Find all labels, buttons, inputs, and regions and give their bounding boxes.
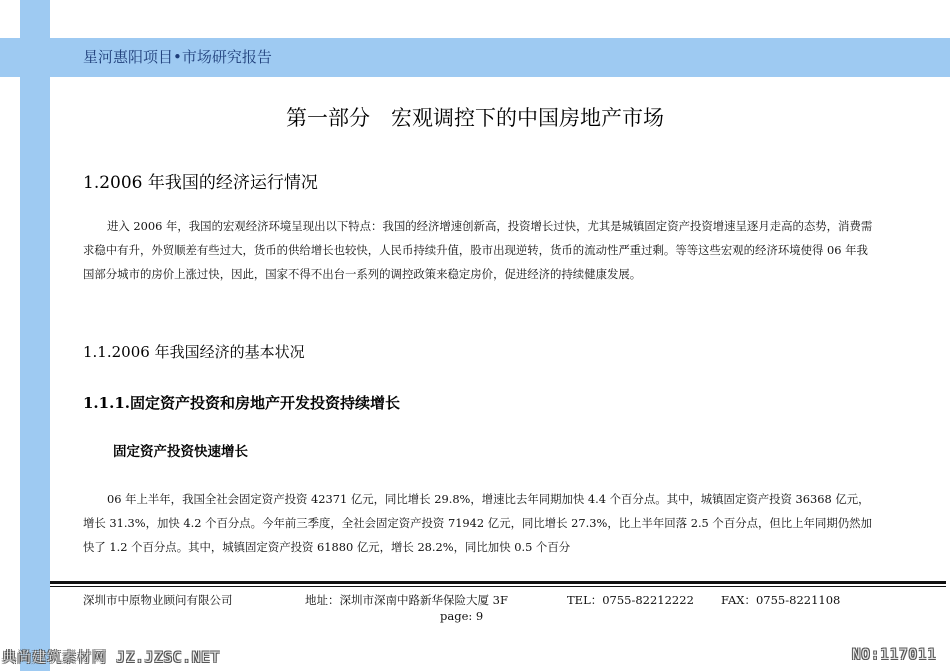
footer-address: 地址：深圳市深南中路新华保险大厦 3F xyxy=(305,593,508,607)
investment-paragraph xyxy=(83,487,873,559)
footer-rule-thick xyxy=(50,581,946,584)
intro-paragraph-text: 进入 2006 年，我国的宏观经济环境呈现出以下特点：我国的经济增速创新高，投资增长过快，尤其是城镇固定资产投资增速呈逐月走高的态势，消费需求稳中有升，外贸顺差有些过大，货币的供给增长也较快，人民币持续升值，股市出现逆转，货币的流动性严重过剩。等等这些宏观的经济环境使得 06 年我国部分城市的房价上涨过快，因此，国家不得不出台一系列的调控政策来稳定房价，促进经济的持续健康发展。 xyxy=(83,219,873,281)
watermark-number: NO:117011 xyxy=(852,647,937,663)
heading-level-2: 1.1.2006 年我国经济的基本状况 xyxy=(83,343,305,361)
footer-tel: TEL：0755-82212222 xyxy=(567,593,694,607)
page-number: page: 9 xyxy=(440,609,484,623)
report-header-title: 星河惠阳项目•市场研究报告 xyxy=(83,48,272,66)
footer-rule-thin xyxy=(50,586,946,587)
intro-paragraph xyxy=(83,214,873,286)
heading-level-4: 固定资产投资快速增长 xyxy=(113,444,248,460)
part-title: 第一部分 宏观调控下的中国房地产市场 xyxy=(286,106,664,130)
investment-paragraph-text: 06 年上半年，我国全社会固定资产投资 42371 亿元，同比增长 29.8%，增速比去年同期加快 4.4 个百分点。其中，城镇固定资产投资 36368 亿元，增长 31.3%，加快 4.2 个百分点。今年前三季度，全社会固定资产投资 71942 亿元，同比增长 27.3%，比上半年回落 2.5 个百分点，但比上年同期仍然加快了 1.2 个百分点。其中，城镇固定资产投资 61880 亿元，增长 28.2%，同比加快 0.5 个百分 xyxy=(83,492,872,554)
watermark-site: 典尚建筑素材网 JZ.JZSC.NET xyxy=(2,650,221,666)
footer-fax: FAX：0755-8221108 xyxy=(721,593,841,607)
heading-level-3: 1.1.1.固定资产投资和房地产开发投资持续增长 xyxy=(83,394,400,412)
footer-company: 深圳市中原物业顾问有限公司 xyxy=(83,593,233,607)
heading-level-1: 1.2006 年我国的经济运行情况 xyxy=(83,173,318,193)
left-accent-bar xyxy=(20,0,50,671)
